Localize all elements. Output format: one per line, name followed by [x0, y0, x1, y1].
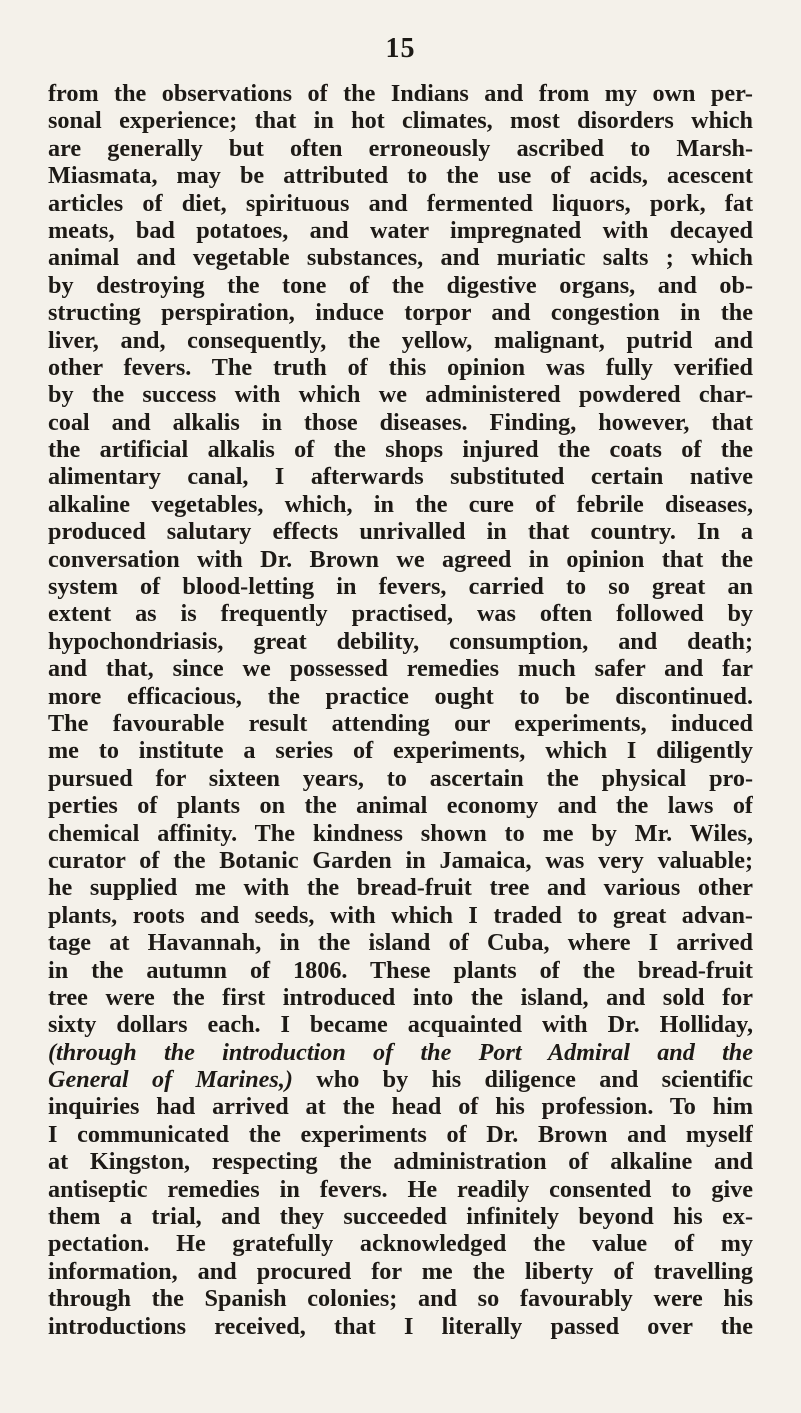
text-line: Miasmata, may be attributed to the use of acids, acescent: [48, 162, 753, 190]
text-line-mixed: [48, 1066, 753, 1093]
text-line: pursued for sixteen years, to ascertain the physical pro-: [48, 764, 753, 792]
page-number: 15: [385, 33, 416, 64]
text-line: tree were the first introduced into the island, and sold for: [48, 983, 753, 1011]
text-line: perties of plants on the animal economy and the laws of: [48, 792, 753, 820]
text-line: sonal experience; that in hot climates, most disorders which: [48, 107, 753, 135]
text-line: animal and vegetable substances, and muriatic salts ; which: [48, 244, 753, 272]
text-line: tage at Havannah, in the island of Cuba, where I arrived: [48, 929, 753, 957]
text-line: are generally but often erroneously ascribed to Marsh-: [48, 134, 753, 162]
text-line: articles of diet, spirituous and fermented liquors, pork, fat: [48, 189, 753, 217]
text-line: and that, since we possessed remedies much safer and far: [48, 655, 753, 683]
body-text: [48, 80, 753, 1340]
text-line: me to institute a series of experiments, which I diligently: [48, 737, 753, 765]
text-line: alkaline vegetables, which, in the cure of febrile diseases,: [48, 490, 753, 518]
text-line: produced salutary effects unrivalled in that country. In a: [48, 518, 753, 546]
text-line: he supplied me with the bread-fruit tree and various other: [48, 874, 753, 902]
text-line: inquiries had arrived at the head of his profession. To him: [48, 1093, 753, 1121]
text-line: hypochondriasis, great debility, consumption, and death;: [48, 627, 753, 655]
text-line: information, and procured for me the liberty of travelling: [48, 1257, 753, 1285]
text-line: by destroying the tone of the digestive organs, and ob-: [48, 271, 753, 299]
text-line: antiseptic remedies in fevers. He readily consented to give: [48, 1175, 753, 1203]
text-line: at Kingston, respecting the administration of alkaline and: [48, 1148, 753, 1176]
text-line: by the success with which we administered powdered char-: [48, 381, 753, 409]
text-line: conversation with Dr. Brown we agreed in opinion that the: [48, 545, 753, 573]
text-line: meats, bad potatoes, and water impregnated with decayed: [48, 216, 753, 244]
text-line: system of blood-letting in fevers, carried to so great an: [48, 573, 753, 601]
text-line: I communicated the experiments of Dr. Brown and myself: [48, 1120, 753, 1148]
text-line: more efficacious, the practice ought to be discontinued.: [48, 682, 753, 710]
text-line: The favourable result attending our experiments, induced: [48, 709, 753, 737]
text-line: through the Spanish colonies; and so favourably were his: [48, 1285, 753, 1313]
italic-text: (through the introduction of the Port Admiral and the: [48, 1038, 753, 1066]
text-line: alimentary canal, I afterwards substituted certain native: [48, 463, 753, 491]
text-line: sixty dollars each. I became acquainted with Dr. Holliday,: [48, 1011, 753, 1039]
text-line: liver, and, consequently, the yellow, malignant, putrid and: [48, 326, 753, 354]
text-line: structing perspiration, induce torpor and congestion in the: [48, 299, 753, 327]
text-line: plants, roots and seeds, with which I traded to great advan-: [48, 901, 753, 929]
text-line: introductions received, that I literally passed over the: [48, 1312, 753, 1340]
text-line: coal and alkalis in those diseases. Finding, however, that: [48, 408, 753, 436]
text-line: them a trial, and they succeeded infinitely beyond his ex-: [48, 1203, 753, 1231]
text-line: the artificial alkalis of the shops injured the coats of the: [48, 436, 753, 464]
text-line: other fevers. The truth of this opinion was fully verified: [48, 353, 753, 381]
text-line: in the autumn of 1806. These plants of the bread-fruit: [48, 956, 753, 984]
text-line: pectation. He gratefully acknowledged the value of my: [48, 1230, 753, 1258]
text-line: chemical affinity. The kindness shown to me by Mr. Wiles,: [48, 819, 753, 847]
text-line: extent as is frequently practised, was often followed by: [48, 600, 753, 628]
roman-text: who by his diligence and scientific: [292, 1066, 753, 1094]
text-line-italic: [48, 1039, 753, 1066]
text-line: curator of the Botanic Garden in Jamaica, was very valuable;: [48, 846, 753, 874]
italic-text: General of Marines,): [48, 1066, 293, 1094]
text-line: from the observations of the Indians and from my own per-: [48, 80, 753, 107]
